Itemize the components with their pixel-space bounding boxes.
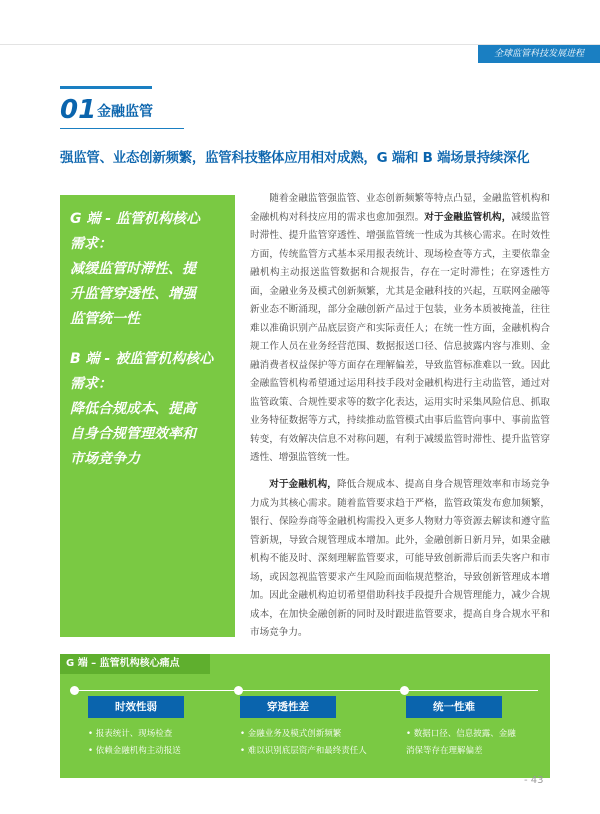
para1-bold: 对于金融监管机构，	[424, 211, 512, 223]
para2-bold: 对于金融机构，	[269, 479, 337, 490]
g-side-needs	[70, 207, 230, 332]
g-title-line-1: G 端 - 监管机构核心	[70, 211, 200, 227]
page-number: - 43	[524, 775, 544, 786]
timeline-dot	[234, 686, 243, 695]
b-body-line-1: 降低合规成本、提高	[70, 401, 196, 417]
core-needs-card	[60, 195, 235, 637]
pain-item: • 报表统计、现场检查	[88, 729, 173, 739]
pain-column-head: 穿透性差	[240, 696, 336, 718]
section-accent-bar	[60, 86, 152, 89]
section-number: 01	[60, 95, 97, 125]
pain-points-title: G 端 – 监管机构核心痛点	[66, 658, 180, 669]
b-side-needs	[70, 347, 230, 472]
g-title-line-2: 需求：	[70, 236, 112, 252]
section-underline	[60, 128, 184, 129]
body-paragraph-2	[250, 476, 550, 643]
timeline-dot	[70, 686, 79, 695]
page-headline: 强监管、业态创新频繁，监管科技整体应用相对成熟，G 端和 B 端场景持续深化	[60, 151, 530, 166]
body-paragraph-1	[250, 190, 550, 468]
b-title-line-2: 需求：	[70, 376, 112, 392]
g-body-line-2: 升监管穿透性、增强	[70, 286, 196, 302]
b-body-line-3: 市场竞争力	[70, 451, 140, 467]
section-title: 金融监管	[97, 104, 153, 120]
b-body-line-2: 自身合规管理效率和	[70, 426, 196, 442]
timeline-line	[72, 690, 538, 691]
timeline-dot	[400, 686, 409, 695]
para2-rest: 降低合规成本、提高自身合规管理效率和市场竞争力成为其核心需求。随着监管要求趋于严格，监管政策发布愈加频繁，银行、保险券商等金融机构需投入更多人物财力等资源去解读和遵守监管新规，导致合规管理成本增加。此外，金融创新日新月异，如果金融机构不能及时、深刻理解监管要求，可能导致创新滞后而丢失客户和市场，或因忽视监管要求产生风险而面临规范整治，导致创新管理成本增加。因此金融机构迫切希望借助科技手段提升合规管理能力，减少合规成本，在加快金融创新的同时及时跟进监管要求，提高自身合规水平和市场竞争力。	[250, 479, 551, 638]
pain-item: • 金融业务及模式创新频繁	[240, 729, 342, 739]
g-body-line-3: 监管统一性	[70, 311, 140, 327]
pain-points-tab	[60, 654, 210, 674]
pain-column-head: 统一性难	[406, 696, 502, 718]
pain-column-timeliness	[88, 696, 238, 760]
pain-item: 消保等存在理解偏差	[406, 746, 483, 756]
pain-item: • 数据口径、信息披露、金融	[406, 729, 516, 739]
b-title-line-1: B 端 - 被监管机构核心	[70, 351, 214, 367]
para1-rest: 减缓监管时滞性、提升监管穿透性、增强监管统一性成为其核心需求。在时效性方面，传统监管方式基本采用报表统计、现场检查等方式，主要依靠金融机构主动报送监管数据和合规报告，存在一定时滞性；在穿透性方面，金融业务及模式创新频繁，尤其是金融科技的兴起，互联网金融等新业态不断涌现，部分金融创新产品过于包装，业务本质被掩盖，往往难以准确识别产品底层资产和实际责任人；在统一性方面，金融机构合规工作人员在业务经营范围、数据报送口径、信息披露内容与准则、金融消费者权益保护等方面存在理解偏差，导致监管标准难以一致。因此金融监管机构希望通过运用科技手段对金融机构进行主动监管，通过对监管政策、合规性要求等的数字化表达，运用实时采集风险信息、抓取业务特征数据等方式，持续推动监管模式由事后监管向事中、事前监管转变，有效解决信息不对称问题，有利于减缓监管时滞性、提升监管穿透性、增强监管统一性。	[250, 211, 551, 463]
pain-column-uniformity	[406, 696, 556, 760]
pain-item: • 难以识别底层资产和最终责任人	[240, 746, 367, 756]
pain-column-head: 时效性弱	[88, 696, 184, 718]
header-tag	[478, 45, 600, 63]
pain-column-penetration	[240, 696, 390, 760]
pain-points-panel	[60, 654, 550, 778]
pain-item: • 依赖金融机构主动报送	[88, 746, 181, 756]
header-tag-text: 全球监管科技发展进程	[493, 49, 584, 59]
g-body-line-1: 减缓监管时滞性、提	[70, 261, 196, 277]
para1-lead: 随着金融监管强监管、业态创新频繁等特点凸显，金融监管机构和金融机构对科技应用的需求也愈加强烈。	[250, 193, 550, 223]
